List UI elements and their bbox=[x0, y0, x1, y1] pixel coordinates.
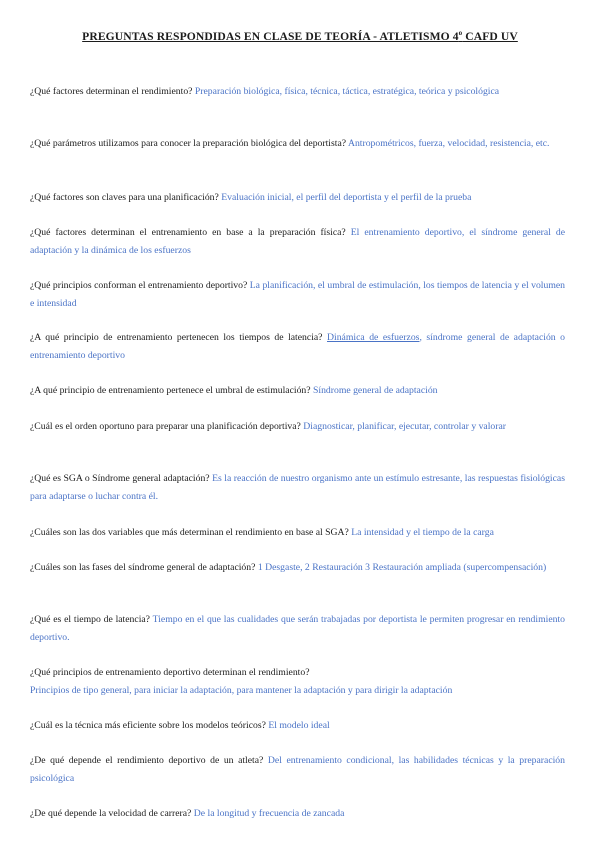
question: ¿Cuál es la técnica más eficiente sobre los modelos teóricos? bbox=[30, 720, 266, 731]
qa-item-10 bbox=[30, 524, 565, 542]
question: ¿Cuáles son las dos variables que más determinan el rendimiento en base al SGA? bbox=[30, 527, 349, 538]
question: ¿Qué es el tiempo de latencia? bbox=[30, 614, 150, 625]
question: ¿Cuáles son las fases del síndrome general de adaptación? bbox=[30, 562, 256, 573]
qa-item-9 bbox=[30, 470, 565, 505]
answer: Es la reacción de nuestro organismo ante un estímulo estresante, las respuestas fisiológicas para adaptarse o luchar contra él. bbox=[30, 473, 565, 502]
answer: La intensidad y el tiempo de la carga bbox=[351, 527, 494, 538]
qa-item-15 bbox=[30, 752, 565, 787]
answer: Principios de tipo general, para iniciar la adaptación, para mantener la adaptación y para dirigir la adaptación bbox=[30, 684, 453, 696]
answer: Síndrome general de adaptación bbox=[312, 385, 438, 396]
answer: Diagnosticar, planificar, ejecutar, controlar y valorar bbox=[303, 421, 507, 432]
answer: El entrenamiento deportivo, el síndrome general de adaptación y la dinámica de los esfuerzos bbox=[30, 227, 566, 256]
title-tail: CAFD UV bbox=[462, 29, 518, 43]
question: ¿A qué principio de entrenamiento pertenece el umbral de estimulación? bbox=[30, 385, 311, 396]
qa-item-4 bbox=[30, 224, 565, 259]
page-title bbox=[0, 29, 600, 43]
qa-item-7 bbox=[30, 382, 565, 400]
qa-item-13 bbox=[30, 664, 565, 699]
question: ¿Qué es SGA o Síndrome general adaptación? bbox=[30, 473, 210, 484]
qa-item-3 bbox=[30, 189, 565, 207]
qa-item-2 bbox=[30, 135, 565, 153]
answer: , síndrome general de adaptación o entrenamiento deportivo bbox=[30, 332, 565, 361]
question: ¿Qué principios conforman el entrenamiento deportivo? bbox=[30, 280, 248, 291]
question: ¿A qué principio de entrenamiento pertenecen los tiempos de latencia? bbox=[30, 332, 323, 343]
question: ¿Qué factores determinan el rendimiento? bbox=[30, 86, 193, 97]
answer: 1 Desgaste, 2 Restauración 3 Restauración ampliada (supercompensación) bbox=[257, 562, 547, 573]
qa-item-12 bbox=[30, 611, 565, 646]
question: ¿Cuál es el orden oportuno para preparar una planificación deportiva? bbox=[30, 421, 301, 432]
answer: Tiempo en el que las cualidades que serán trabajadas por deportista le permiten progresar en rendimiento deportivo. bbox=[30, 614, 565, 643]
qa-item-14 bbox=[30, 717, 565, 735]
qa-item-16 bbox=[30, 805, 565, 823]
title-main: PREGUNTAS RESPONDIDAS EN CLASE DE TEORÍA - ATLETISMO 4 bbox=[82, 29, 459, 43]
question: ¿De qué depende el rendimiento deportivo de un atleta? bbox=[30, 755, 264, 766]
answer: Preparación biológica, física, técnica, táctica, estratégica, teórica y psicológica bbox=[194, 86, 500, 97]
qa-item-5 bbox=[30, 277, 565, 312]
qa-item-6 bbox=[30, 329, 565, 364]
answer: Evaluación inicial, el perfil del deportista y el perfil de la prueba bbox=[221, 192, 472, 203]
question: ¿Qué factores determinan el entrenamiento en base a la preparación física? bbox=[30, 227, 346, 238]
answer: La planificación, el umbral de estimulación, los tiempos de latencia y el volumen e intensidad bbox=[30, 280, 565, 309]
qa-item-8 bbox=[30, 418, 565, 436]
qa-item-11 bbox=[30, 559, 565, 577]
answer-link[interactable]: Dinámica de esfuerzos bbox=[327, 332, 420, 343]
answer: Del entrenamiento condicional, las habilidades técnicas y la preparación psicológica bbox=[30, 755, 565, 784]
question: ¿Qué principios de entrenamiento deportivo determinan el rendimiento? bbox=[30, 667, 310, 678]
question: ¿Qué parámetros utilizamos para conocer la preparación biológica del deportista? bbox=[30, 138, 347, 149]
answer: De la longitud y frecuencia de zancada bbox=[193, 808, 345, 819]
title-ordinal: o bbox=[458, 29, 463, 37]
answer: Antropométricos, fuerza, velocidad, resistencia, etc. bbox=[347, 138, 550, 149]
qa-item-1 bbox=[30, 83, 565, 101]
answer: El modelo ideal bbox=[268, 720, 330, 731]
question: ¿Qué factores son claves para una planificación? bbox=[30, 192, 219, 203]
question: ¿De qué depende la velocidad de carrera? bbox=[30, 808, 192, 819]
